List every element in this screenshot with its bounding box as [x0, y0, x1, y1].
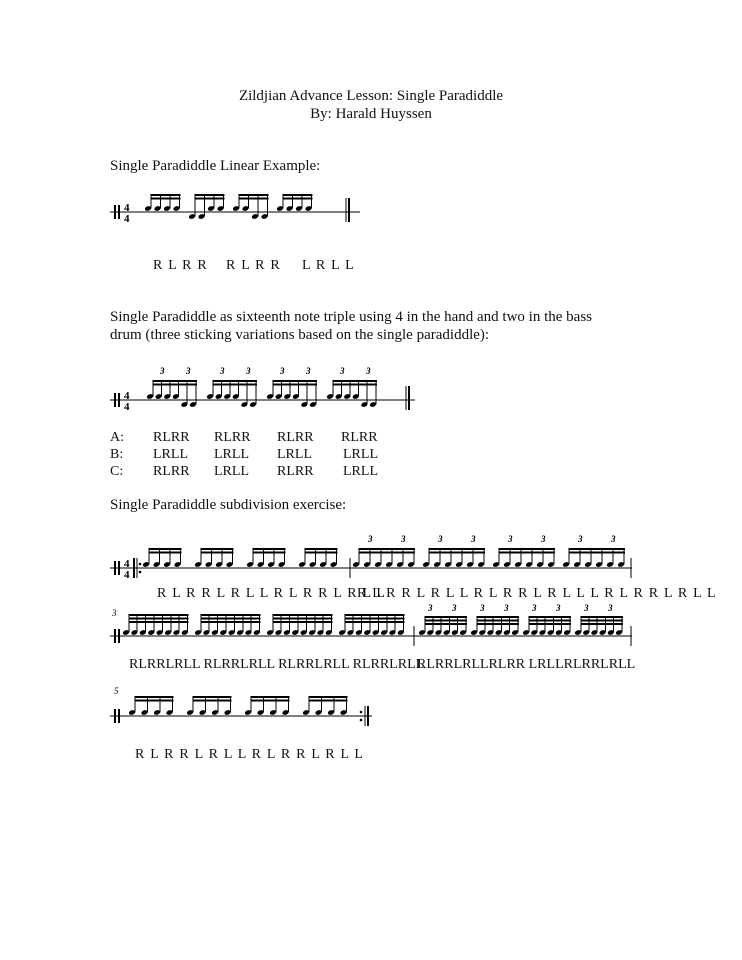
- note-beam: [239, 197, 268, 199]
- sub-row1-sticking-2: R L R R L R L L R L R R L R L L L R L R R L R L L: [357, 586, 717, 601]
- svg-text:4: 4: [124, 390, 130, 402]
- variation-label: C:: [110, 464, 124, 479]
- svg-text:4: 4: [124, 558, 130, 570]
- variation-row-b: B: LRLL LRLL LRLL LRLL: [110, 447, 378, 462]
- linear-staff: [110, 186, 360, 236]
- note-beam: [201, 621, 261, 623]
- variation-label: B:: [110, 447, 124, 462]
- note-beam: [195, 197, 225, 199]
- note-beam: [333, 383, 377, 385]
- linear-heading: Single Paradiddle Linear Example:: [110, 158, 321, 174]
- svg-text:3: 3: [186, 366, 191, 376]
- svg-text:3: 3: [368, 534, 373, 544]
- subdivision-staff-row-1: [110, 532, 632, 582]
- variation-row-a: A: RLRR RLRR RLRR RLRR: [110, 430, 378, 445]
- note-beam: [477, 623, 519, 625]
- note-beam: [477, 616, 519, 618]
- subdivision-heading: Single Paradiddle subdivision exercise:: [110, 497, 347, 513]
- note-beam: [273, 621, 333, 623]
- note-beam: [333, 380, 377, 382]
- svg-text:3: 3: [160, 366, 165, 376]
- svg-text:3: 3: [366, 366, 371, 376]
- note-beam: [359, 551, 415, 553]
- note-beam: [273, 614, 333, 616]
- subdivision-staff-row-3: [110, 684, 372, 730]
- note-beam: [193, 696, 232, 698]
- svg-text:3: 3: [280, 366, 285, 376]
- note-beam: [305, 548, 338, 550]
- note-beam: [359, 548, 415, 550]
- note-beam: [201, 614, 261, 616]
- svg-text:3: 3: [556, 603, 561, 613]
- triple-staff: [110, 362, 415, 420]
- note-beam: [425, 619, 467, 621]
- variation-row-c: C: RLRR LRLL RLRR LRLL: [110, 464, 378, 479]
- note-beam: [193, 699, 232, 701]
- note-beam: [429, 551, 485, 553]
- linear-notes: [144, 194, 312, 220]
- svg-text:3: 3: [471, 534, 476, 544]
- note-beam: [153, 383, 197, 385]
- note-beam: [273, 383, 317, 385]
- measure-number: 3: [112, 608, 117, 618]
- svg-text:3: 3: [480, 603, 485, 613]
- svg-text:3: 3: [611, 534, 616, 544]
- svg-text:3: 3: [340, 366, 345, 376]
- note-beam: [253, 548, 285, 550]
- sub-row2-sticking-1: RLRRLRLL RLRRLRLL RLRRLRLL RLRRLRLL: [129, 657, 425, 672]
- note-beam: [149, 551, 182, 553]
- note-beam: [477, 619, 519, 621]
- note-beam: [201, 551, 234, 553]
- svg-text:3: 3: [608, 603, 613, 613]
- triple-notes: [146, 366, 377, 408]
- time-signature-bottom: 4: [124, 213, 130, 225]
- note-beam: [425, 623, 467, 625]
- note-beam: [529, 619, 571, 621]
- note-beam: [273, 617, 333, 619]
- note-beam: [581, 623, 623, 625]
- note-beam: [425, 616, 467, 618]
- note-beam: [283, 197, 313, 199]
- linear-sticking-2: R L R R: [226, 258, 281, 273]
- linear-sticking-1: R L R R: [153, 258, 208, 273]
- note-beam: [253, 551, 285, 553]
- svg-text:3: 3: [438, 534, 443, 544]
- sub-row2-sticking-2: RLRRLRLLRLRR LRLLRLRRLRLL: [417, 657, 636, 672]
- note-beam: [529, 623, 571, 625]
- svg-text:4: 4: [124, 569, 130, 581]
- sub-row1-sticking-1: R L R R L R L L R L R R L R L L: [157, 586, 387, 601]
- note-beam: [345, 621, 405, 623]
- note-beam: [135, 696, 174, 698]
- subdivision-staff-row-2: [110, 603, 632, 650]
- note-beam: [345, 614, 405, 616]
- note-beam: [345, 617, 405, 619]
- svg-text:3: 3: [508, 534, 513, 544]
- note-beam: [213, 383, 257, 385]
- svg-text:4: 4: [124, 401, 130, 413]
- note-beam: [251, 696, 289, 698]
- svg-text:3: 3: [504, 603, 509, 613]
- note-beam: [251, 699, 289, 701]
- percussion-clef: [114, 205, 116, 219]
- note-beam: [201, 548, 234, 550]
- svg-text:3: 3: [578, 534, 583, 544]
- lesson-title: Zildjian Advance Lesson: Single Paradiddle: [238, 88, 504, 104]
- note-beam: [201, 617, 261, 619]
- lesson-author: By: Harald Huyssen: [310, 106, 432, 122]
- note-beam: [273, 380, 317, 382]
- note-beam: [213, 380, 257, 382]
- note-beam: [581, 619, 623, 621]
- svg-text:3: 3: [541, 534, 546, 544]
- note-beam: [429, 548, 485, 550]
- note-beam: [153, 380, 197, 382]
- note-beam: [129, 614, 189, 616]
- note-beam: [499, 551, 555, 553]
- svg-text:3: 3: [246, 366, 251, 376]
- svg-text:3: 3: [220, 366, 225, 376]
- note-beam: [195, 194, 225, 196]
- svg-text:3: 3: [401, 534, 406, 544]
- note-beam: [499, 548, 555, 550]
- note-beam: [129, 617, 189, 619]
- svg-text:3: 3: [584, 603, 589, 613]
- sub-row3-sticking: R L R R L R L L R L R R L R L L: [135, 747, 365, 762]
- note-beam: [309, 699, 348, 701]
- note-beam: [569, 548, 625, 550]
- note-beam: [309, 696, 348, 698]
- note-beam: [305, 551, 338, 553]
- note-beam: [283, 194, 313, 196]
- measure-number: 5: [114, 686, 119, 696]
- note-beam: [569, 551, 625, 553]
- note-beam: [151, 194, 181, 196]
- svg-text:3: 3: [306, 366, 311, 376]
- svg-text:3: 3: [428, 603, 433, 613]
- time-signature-top: 4: [124, 202, 130, 214]
- note-beam: [239, 194, 268, 196]
- note-beam: [129, 621, 189, 623]
- triple-description: Single Paradiddle as sixteenth note triple using 4 in the hand and two in the bass drum (three sticking variations based on the single paradiddle):: [110, 309, 592, 343]
- note-beam: [149, 548, 182, 550]
- note-beam: [581, 616, 623, 618]
- variation-label: A:: [110, 430, 124, 445]
- svg-text:3: 3: [532, 603, 537, 613]
- note-beam: [135, 699, 174, 701]
- svg-text:3: 3: [452, 603, 457, 613]
- note-beam: [151, 197, 181, 199]
- note-beam: [529, 616, 571, 618]
- linear-sticking-3: L R L L: [302, 258, 355, 273]
